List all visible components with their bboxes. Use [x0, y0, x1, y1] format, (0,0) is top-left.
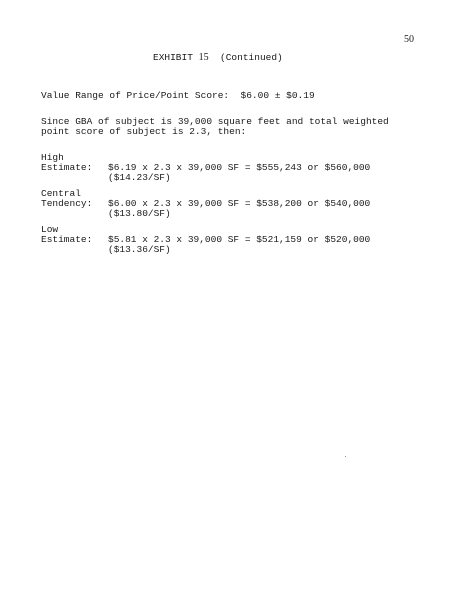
low-estimate-per-sf: ($13.36/SF) — [108, 244, 171, 255]
exhibit-word: EXHIBIT — [153, 52, 193, 63]
central-tendency-per-sf: ($13.80/SF) — [108, 208, 171, 219]
exhibit-suffix: (Continued) — [220, 52, 283, 63]
central-tendency-calculation: $6.00 x 2.3 x 39,000 SF = $538,200 or $540,000 — [108, 198, 371, 209]
page-number: 50 — [404, 34, 414, 45]
intro-line-1: Since GBA of subject is 39,000 square feet and total weighted — [41, 116, 389, 127]
high-estimate-per-sf: ($14.23/SF) — [108, 172, 171, 183]
central-tendency-label-1: Central — [41, 188, 81, 199]
intro-line-2: point score of subject is 2.3, then: — [41, 126, 247, 137]
value-range-line: Value Range of Price/Point Score: $6.00 ± $0.19 — [41, 90, 315, 101]
exhibit-number: 15 — [198, 52, 209, 63]
high-estimate-label-2: Estimate: — [41, 162, 93, 173]
low-estimate-label-1: Low — [41, 224, 59, 235]
high-estimate-label-1: High — [41, 152, 64, 163]
scan-speck — [345, 456, 346, 457]
exhibit-title — [153, 53, 283, 64]
low-estimate-label-2: Estimate: — [41, 234, 93, 245]
high-estimate-calculation: $6.19 x 2.3 x 39,000 SF = $555,243 or $560,000 — [108, 162, 371, 173]
low-estimate-calculation: $5.81 x 2.3 x 39,000 SF = $521,159 or $520,000 — [108, 234, 371, 245]
central-tendency-label-2: Tendency: — [41, 198, 93, 209]
